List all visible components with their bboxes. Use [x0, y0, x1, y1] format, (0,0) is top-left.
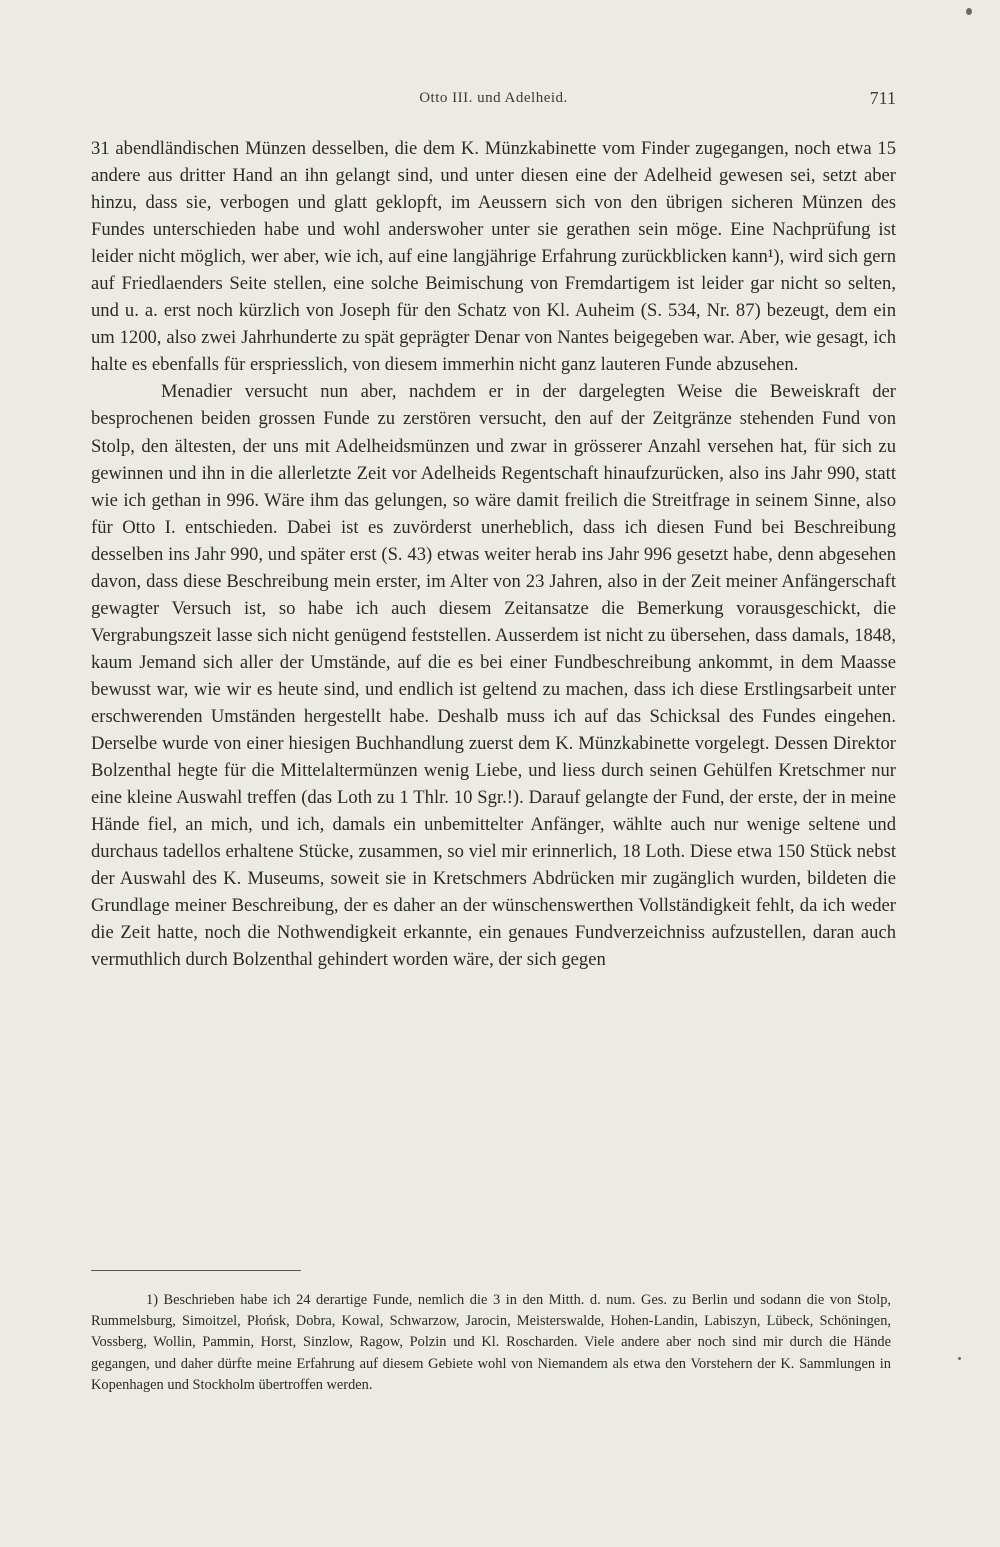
ink-speck: [966, 8, 972, 15]
paragraph: 31 abendländischen Münzen desselben, die dem K. Münzkabinette vom Finder zugegangen, noch etwa 15 andere aus dritter Hand an ihn gelangt sind, und unter diesen eine der Adelheid gewesen sei, setzt aber hinzu, dass sie, verbogen und glatt geklopft, im Aeussern sich von den übrigen sicheren Münzen des Fundes unterschieden habe und wohl anderswoher unter sie gerathen sein möge. Eine Nachprüfung ist leider nicht möglich, wer aber, wie ich, auf eine langjährige Erfahrung zurückblicken kann¹), wird sich gern auf Friedlaenders Seite stellen, eine solche Beimischung von Fremdartigem ist leider gar nicht so selten, und u. a. erst noch kürzlich von Joseph für den Schatz von Kl. Auheim (S. 534, Nr. 87) bezeugt, dem ein um 1200, also zwei Jahrhunderte zu spät geprägter Denar von Nantes beigegeben war. Aber, wie gesagt, ich halte es ebenfalls für erspriesslich, von diesem immerhin nicht ganz lauteren Funde abzusehen.: [91, 138, 896, 376]
main-text: [91, 135, 896, 973]
paragraph: Menadier versucht nun aber, nachdem er in der dargelegten Weise die Beweiskraft der besprochenen beiden grossen Funde zu zerstören versucht, den auf der Zeitgränze stehenden Fund von Stolp, den ältesten, der uns mit Adelheidsmünzen und zwar in grösserer Anzahl versehen hat, für sich zu gewinnen und ihn in die allerletzte Zeit vor Adelheids Regentschaft hinaufzurücken, also ins Jahr 990, statt wie ich gethan in 996. Wäre ihm das gelungen, so wäre damit freilich die Streitfrage in seinem Sinne, also für Otto I. entschieden. Dabei ist es zuvörderst unerheblich, dass ich diesen Fund bei Beschreibung desselben ins Jahr 990, und später erst (S. 43) etwas weiter herab ins Jahr 996 gesetzt habe, denn abgesehen davon, dass diese Beschreibung mein erster, im Alter von 23 Jahren, also in der Zeit meiner Anfängerschaft gewagter Versuch ist, so habe ich auch diesem Zeitansatze die Bemerkung vorausgeschickt, die Vergrabungszeit lasse sich nicht genügend feststellen. Ausserdem ist nicht zu übersehen, dass damals, 1848, kaum Jemand sich aller der Umstände, auf die es bei einer Fundbeschreibung ankommt, in dem Maasse bewusst war, wie wir es heute sind, und endlich ist geltend zu machen, dass ich diese Erstlingsarbeit unter erschwerenden Umständen hergestellt habe. Deshalb muss ich auf das Schicksal des Fundes eingehen. Derselbe wurde von einer hiesigen Buchhandlung zuerst dem K. Münzkabinette vorgelegt. Dessen Direktor Bolzenthal hegte für die Mittelaltermünzen wenig Liebe, und liess durch seinen Gehülfen Kretschmer nur eine kleine Auswahl treffen (das Loth zu 1 Thlr. 10 Sgr.!). Darauf gelangte der Fund, der erste, der in meine Hände fiel, an mich, und ich, damals ein unbemittelter Anfänger, wählte auch nur wenige seltene und durchaus tadellos erhaltene Stücke, zusammen, so viel mir erinnerlich, 18 Loth. Diese etwa 150 Stück nebst der Auswahl des K. Museums, soweit sie in Kretschmers Abdrücken mir zugänglich wurden, bildeten die Grundlage meiner Beschreibung, der es daher an der wünschenswerthen Vollständigkeit fehlt, da ich weder die Zeit hatte, noch die Nothwendigkeit erkannte, ein genaues Fundverzeichniss aufzustellen, daran auch vermuthlich durch Bolzenthal gehindert worden wäre, der sich gegen: [91, 381, 896, 971]
page-header: [91, 90, 896, 116]
running-title: Otto III. und Adelheid.: [419, 90, 568, 106]
footnote: 1) Beschrieben habe ich 24 derartige Funde, nemlich die 3 in den Mitth. d. num. Ges. zu Berlin und sodann die von Stolp, Rummelsburg, Simoitzel, Płońsk, Dobra, Kowal, Schwarzow, Jarocin, Meisterswalde, Hohen-Landin, Labiszyn, Lübeck, Schöningen, Vossberg, Wollin, Pammin, Horst, Sinzlow, Ragow, Polzin und Kl. Roscharden. Viele andere aber noch sind mir durch die Hände gegangen, und daher dürfte meine Erfahrung auf diesem Gebiete wohl von Niemandem als etwa den Vorstehern der K. Sammlungen in Kopenhagen und Stockholm übertroffen werden.: [91, 1292, 891, 1393]
ink-speck: [958, 1357, 961, 1360]
footnote-divider: [91, 1270, 301, 1271]
page-number: 711: [869, 88, 896, 108]
